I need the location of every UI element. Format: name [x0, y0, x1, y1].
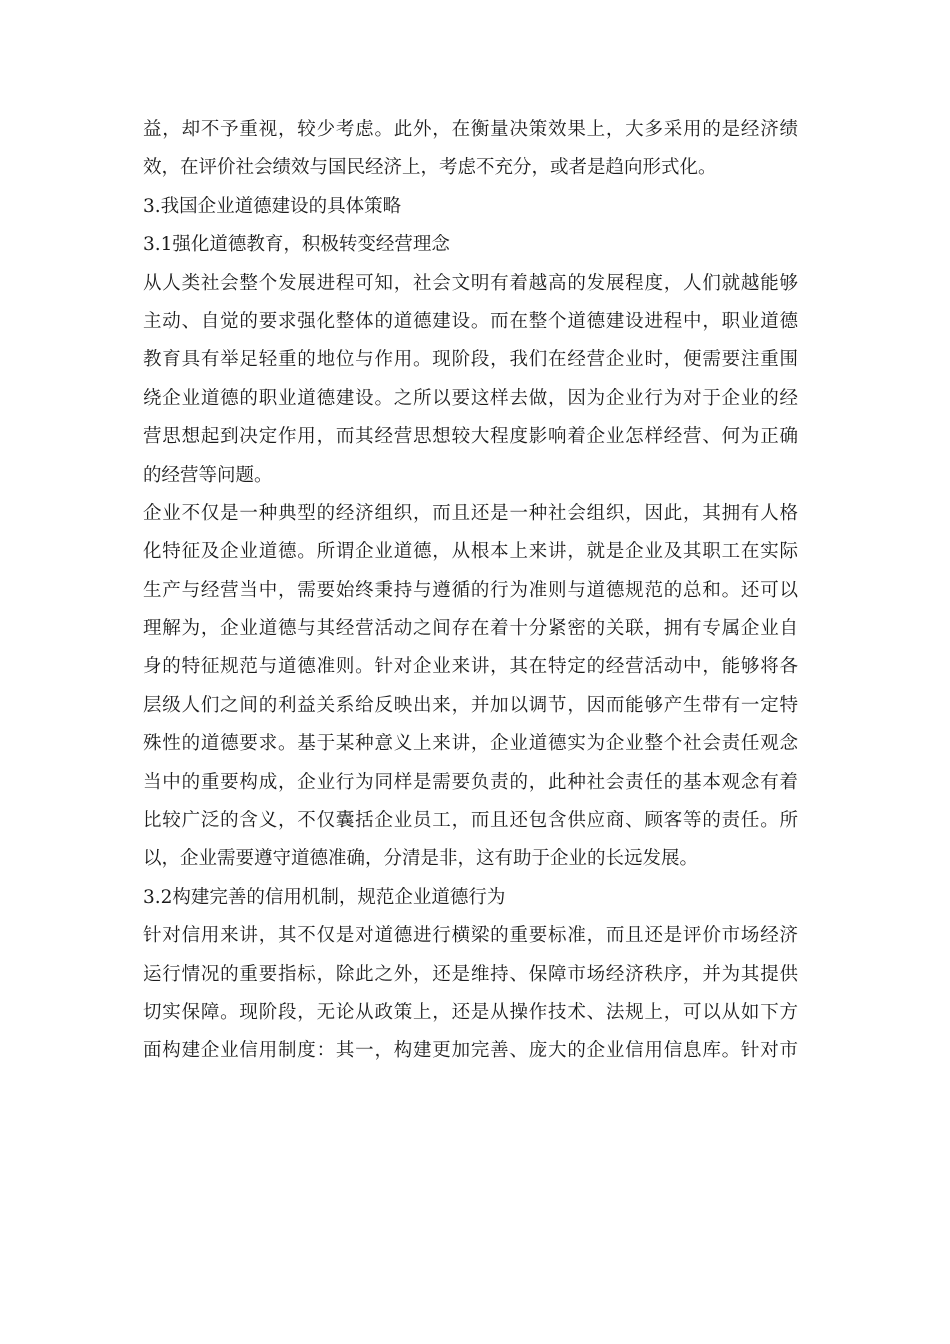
- text-line: 理解为，企业道德与其经营活动之间存在着十分紧密的关联，拥有专属企业自: [143, 618, 798, 640]
- subsection-heading: [143, 226, 798, 264]
- text-line: 企业不仅是一种典型的经济组织，而且还是一种社会组织，因此，其拥有人格: [143, 502, 798, 524]
- body-paragraph: [143, 495, 798, 879]
- document-body: [143, 111, 798, 1071]
- subsection-heading-text: 3.1强化道德教育，积极转变经营理念: [143, 234, 450, 256]
- text-line: 益，却不予重视，较少考虑。此外，在衡量决策效果上，大多采用的是经济绩: [143, 119, 798, 140]
- text-line: 层级人们之间的利益关系给反映出来，并加以调节，因而能够产生带有一定特: [143, 694, 798, 716]
- text-line: 生产与经营当中，需要始终秉持与遵循的行为准则与道德规范的总和。还可以: [143, 579, 798, 601]
- subsection-heading-text: 3.2构建完善的信用机制，规范企业道德行为: [143, 886, 506, 908]
- text-line: 绕企业道德的职业道德建设。之所以要这样去做，因为企业行为对于企业的经: [143, 387, 798, 409]
- text-line: 运行情况的重要指标，除此之外，还是维持、保障市场经济秩序，并为其提供: [143, 963, 798, 985]
- subsection-heading: [143, 879, 798, 917]
- body-paragraph: [143, 265, 798, 495]
- body-paragraph: [143, 111, 798, 188]
- text-line: 从人类社会整个发展进程可知，社会文明有着越高的发展程度，人们就越能够: [143, 272, 798, 294]
- text-line: 身的特征规范与道德准则。针对企业来讲，其在特定的经营活动中，能够将各: [143, 656, 798, 678]
- text-line: 针对信用来讲，其不仅是对道德进行横梁的重要标准，而且还是评价市场经济: [143, 925, 798, 947]
- text-line: 营思想起到决定作用，而其经营思想较大程度影响着企业怎样经营、何为正确: [143, 426, 798, 448]
- text-line: 的经营等问题。: [143, 464, 273, 486]
- text-line: 化特征及企业道德。所谓企业道德，从根本上来讲，就是企业及其职工在实际: [143, 541, 798, 563]
- section-heading: [143, 188, 798, 226]
- text-line: 教育具有举足轻重的地位与作用。现阶段，我们在经营企业时，便需要注重围: [143, 349, 798, 371]
- section-heading-text: 3.我国企业道德建设的具体策略: [143, 195, 402, 217]
- text-line: 切实保障。现阶段，无论从政策上，还是从操作技术、法规上，可以从如下方: [143, 1001, 798, 1023]
- text-line: 面构建企业信用制度：其一，构建更加完善、庞大的企业信用信息库。针对市: [143, 1040, 798, 1062]
- body-paragraph: [143, 917, 798, 1071]
- text-line: 殊性的道德要求。基于某种意义上来讲，企业道德实为企业整个社会责任观念: [143, 733, 798, 755]
- text-line: 比较广泛的含义，不仅囊括企业员工，而且还包含供应商、顾客等的责任。所: [143, 810, 798, 832]
- text-line: 当中的重要构成，企业行为同样是需要负责的，此种社会责任的基本观念有着: [143, 771, 798, 793]
- text-line: 主动、自觉的要求强化整体的道德建设。而在整个道德建设进程中，职业道德: [143, 310, 798, 332]
- text-line: 以，企业需要遵守道德准确，分清是非，这有助于企业的长远发展。: [143, 848, 699, 870]
- text-line: 效，在评价社会绩效与国民经济上，考虑不充分，或者是趋向形式化。: [143, 157, 717, 179]
